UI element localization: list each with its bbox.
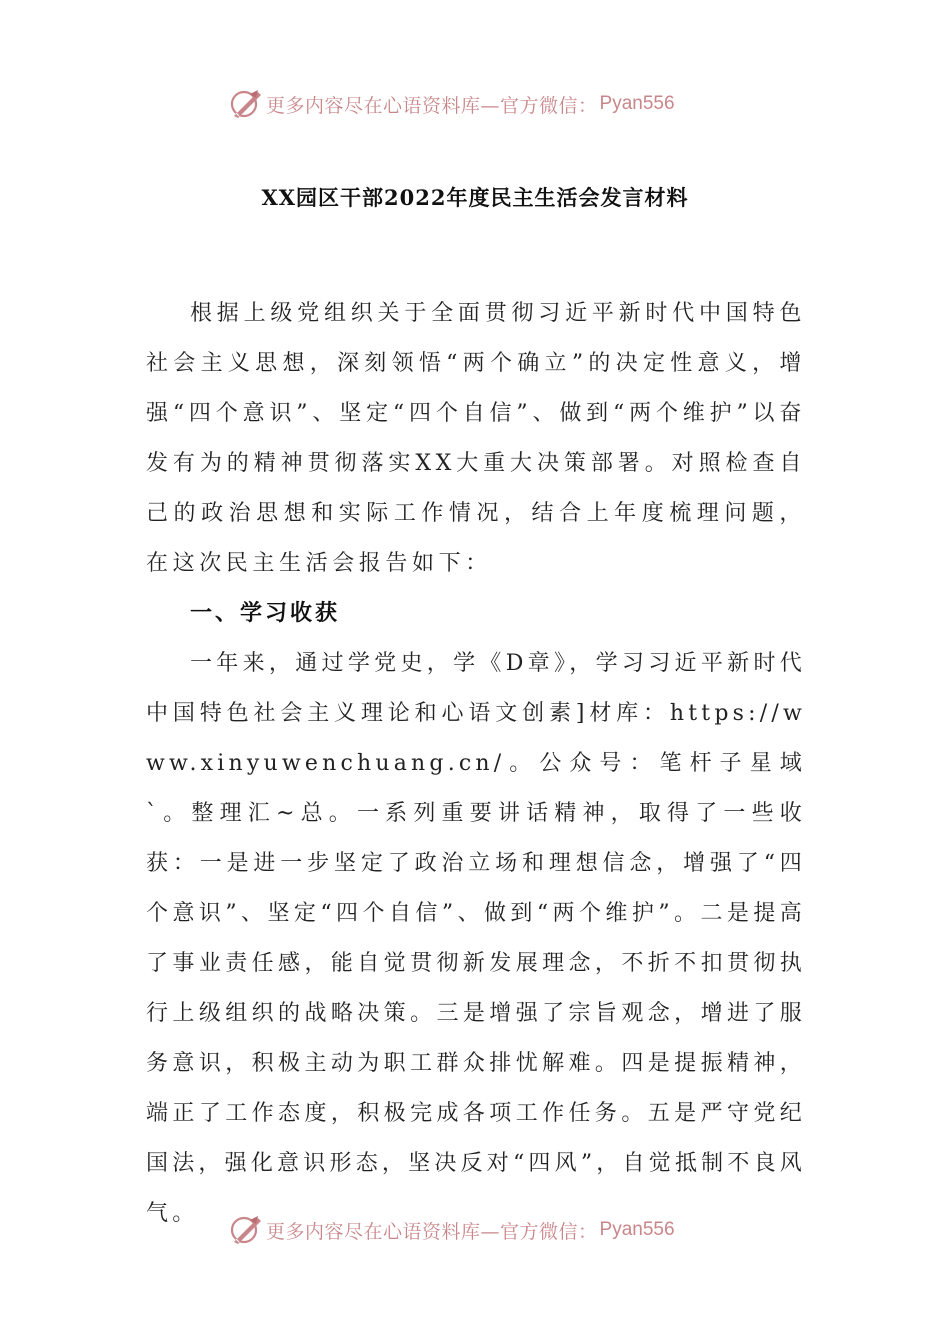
section-heading-learning-gains: 一、学习收获	[190, 601, 341, 626]
banner-wechat-id: Pyan556	[599, 1219, 675, 1240]
intro-paragraph: 根据上级党组织关于全面贯彻习近平新时代中国特色社会主义思想，深刻领悟“两个确立”的决定性意义，增强“四个意识”、坚定“四个自信”、做到“两个维护”以奋发有为的精神贯彻落实XX大重大决策部署。对照检查自己的政治思想和实际工作情况，结合上年度梳理问题，在这次民主生活会报告如下：	[146, 301, 806, 576]
footer-watermark-banner	[228, 1210, 675, 1250]
document-body	[146, 289, 806, 1239]
quill-pen-logo-icon	[228, 86, 264, 122]
banner-slogan: 更多内容尽在心语资料库—官方微信：	[266, 1220, 598, 1243]
section-paragraph-learning-gains: 一年来，通过学党史，学《D章》，学习习近平新时代中国特色社会主义理论和心语文创素]材库：https://www.xinyuwenchuang.cn/。公众号：笔杆子星域`。整理汇~总。一系列重要讲话精神，取得了一些收获：一是进一步坚定了政治立场和理想信念，增强了“四个意识”、坚定“四个自信”、做到“两个维护”。二是提高了事业责任感，能自觉贯彻新发展理念，不折不扣贯彻执行上级组织的战略决策。三是增强了宗旨观念，增进了服务意识，积极主动为职工群众排忧解难。四是提振精神，端正了工作态度，积极完成各项工作任务。五是严守党纪国法，强化意识形态，坚决反对“四风”，自觉抵制不良风气。	[146, 651, 806, 1226]
quill-pen-logo-icon	[228, 1212, 264, 1248]
banner-wechat-id: Pyan556	[599, 93, 675, 114]
header-watermark-banner	[228, 84, 675, 124]
document-title: XX园区干部2022年度民主生活会发言材料	[261, 185, 689, 210]
banner-slogan: 更多内容尽在心语资料库—官方微信：	[266, 94, 598, 117]
